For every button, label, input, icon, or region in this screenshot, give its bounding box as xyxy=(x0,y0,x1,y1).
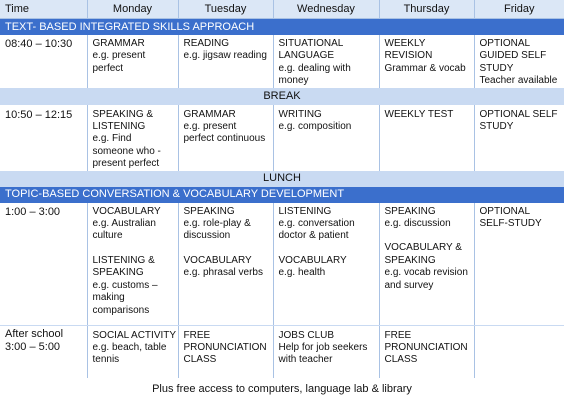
cell-line: e.g. health xyxy=(278,267,326,279)
cell-line: Grammar & vocab xyxy=(384,62,466,74)
cell-line: JOBS CLUB xyxy=(278,329,335,341)
cell-monday xyxy=(87,203,178,326)
cell-line: Help for job seekers xyxy=(278,342,368,354)
cell-thursday xyxy=(379,35,474,88)
cell-line: e.g. conversation xyxy=(278,218,355,230)
cell-thursday xyxy=(379,105,474,171)
cell-line: e.g. vocab revision xyxy=(384,267,468,279)
time-slot xyxy=(0,325,87,378)
cell-friday xyxy=(474,203,564,326)
cell-spacer xyxy=(279,243,379,255)
cell-wednesday xyxy=(273,203,379,326)
cell-line: LISTENING & xyxy=(92,254,155,266)
timetable-row-morning-2 xyxy=(0,105,564,171)
cell-line: OPTIONAL xyxy=(479,205,531,217)
time-column-header: Time xyxy=(0,0,87,19)
cell-friday xyxy=(474,35,564,88)
time-slot: 10:50 – 12:15 xyxy=(0,105,87,171)
cell-line: e.g. discussion xyxy=(384,218,451,230)
cell-line: SELF-STUDY xyxy=(479,218,542,230)
cell-line: SPEAKING xyxy=(384,254,436,266)
cell-line: WEEKLY REVISION xyxy=(384,38,433,62)
cell-line: LISTENING xyxy=(92,121,146,133)
break-label: BREAK xyxy=(0,88,564,105)
cell-line: and survey xyxy=(384,279,434,291)
cell-line: SPEAKING & xyxy=(92,108,154,120)
day-header-monday: Monday xyxy=(87,0,178,19)
cell-line: PRONUNCIATION xyxy=(183,342,267,354)
section-title: TOPIC-BASED CONVERSATION & VOCABULARY DEVELOPMENT xyxy=(0,187,564,203)
cell-line: e.g. Australian xyxy=(92,218,156,230)
cell-line: CLASS xyxy=(183,354,217,366)
cell-line: FREE xyxy=(183,329,211,341)
section-band-topic-based xyxy=(0,187,564,203)
cell-line: comparisons xyxy=(92,304,150,316)
cell-line: e.g. dealing with xyxy=(278,62,351,74)
cell-friday xyxy=(474,325,564,378)
cell-line: VOCABULARY xyxy=(92,205,161,217)
day-header-friday: Friday xyxy=(474,0,564,19)
cell-friday xyxy=(474,105,564,171)
cell-line: LISTENING xyxy=(278,205,332,217)
cell-line: VOCABULARY xyxy=(183,254,252,266)
cell-spacer xyxy=(184,243,273,255)
header-row xyxy=(0,0,564,19)
cell-line: perfect continuous xyxy=(183,133,266,145)
cell-line: perfect xyxy=(92,62,124,74)
cell-line: making xyxy=(92,292,125,304)
cell-thursday xyxy=(379,203,474,326)
cell-line: present perfect xyxy=(92,158,160,170)
cell-line: VOCABULARY & xyxy=(384,242,462,254)
time-slot: 1:00 – 3:00 xyxy=(0,203,87,326)
cell-line: VOCABULARY xyxy=(278,254,347,266)
cell-tuesday xyxy=(178,35,273,88)
timetable-row-morning-1 xyxy=(0,35,564,88)
time-slot-line: 3:00 – 5:00 xyxy=(5,340,61,353)
cell-spacer xyxy=(385,230,474,242)
break-row xyxy=(0,88,564,105)
cell-line: e.g. jigsaw reading xyxy=(183,50,267,62)
day-header-tuesday: Tuesday xyxy=(178,0,273,19)
cell-line: e.g. present xyxy=(183,121,237,133)
cell-line: WEEKLY TEST xyxy=(384,108,454,120)
cell-line: e.g. customs – xyxy=(92,279,158,291)
cell-line: WRITING xyxy=(278,108,322,120)
time-slot-line: After school xyxy=(5,327,64,340)
cell-line: e.g. phrasal verbs xyxy=(183,267,263,279)
cell-line: Teacher available xyxy=(479,75,558,87)
cell-line: GUIDED SELF xyxy=(479,50,547,62)
cell-line: e.g. role-play & xyxy=(183,218,251,230)
cell-line: e.g. Find xyxy=(92,133,132,145)
cell-line: e.g. composition xyxy=(278,121,352,133)
cell-line: SOCIAL ACTIVITY xyxy=(92,329,177,341)
cell-line: OPTIONAL xyxy=(479,38,531,49)
cell-wednesday xyxy=(273,105,379,171)
cell-line: someone who - xyxy=(92,145,161,157)
cell-monday xyxy=(87,105,178,171)
cell-line: SPEAKING xyxy=(384,205,436,217)
timetable-row-afternoon xyxy=(0,203,564,326)
cell-line: SPEAKING xyxy=(92,267,144,279)
cell-thursday xyxy=(379,325,474,378)
cell-line: LANGUAGE xyxy=(278,50,335,62)
day-header-thursday: Thursday xyxy=(379,0,474,19)
cell-line: tennis xyxy=(92,354,120,366)
cell-line: FREE xyxy=(384,329,412,341)
cell-line: discussion xyxy=(183,230,231,242)
section-band-text-based xyxy=(0,19,564,36)
cell-line: PRONUNCIATION xyxy=(384,342,468,354)
time-slot: 08:40 – 10:30 xyxy=(0,35,87,88)
cell-line: with teacher xyxy=(278,354,333,366)
cell-line: SITUATIONAL xyxy=(278,38,344,49)
footer-note: Plus free access to computers, language lab & library xyxy=(152,383,412,395)
cell-line: e.g. beach, table xyxy=(92,342,167,354)
cell-tuesday xyxy=(178,325,273,378)
cell-line: READING xyxy=(183,38,230,49)
cell-line: doctor & patient xyxy=(278,230,349,242)
cell-monday xyxy=(87,35,178,88)
cell-line: OPTIONAL SELF xyxy=(479,108,558,120)
cell-line: STUDY xyxy=(479,62,514,74)
cell-line: e.g. present xyxy=(92,50,146,62)
section-title: TEXT- BASED INTEGRATED SKILLS APPROACH xyxy=(0,19,564,36)
cell-tuesday xyxy=(178,105,273,171)
cell-line: money xyxy=(278,75,309,87)
cell-spacer xyxy=(93,243,178,255)
cell-line: culture xyxy=(92,230,123,242)
cell-line: GRAMMAR xyxy=(92,38,145,49)
cell-line: GRAMMAR xyxy=(183,108,236,120)
timetable-row-after-school xyxy=(0,325,564,378)
lunch-label: LUNCH xyxy=(0,171,564,187)
cell-wednesday xyxy=(273,35,379,88)
lunch-row xyxy=(0,171,564,187)
day-header-wednesday: Wednesday xyxy=(273,0,379,19)
cell-line: STUDY xyxy=(479,121,514,133)
cell-wednesday xyxy=(273,325,379,378)
cell-line: CLASS xyxy=(384,354,418,366)
cell-monday xyxy=(87,325,178,378)
cell-tuesday xyxy=(178,203,273,326)
cell-line: SPEAKING xyxy=(183,205,235,217)
